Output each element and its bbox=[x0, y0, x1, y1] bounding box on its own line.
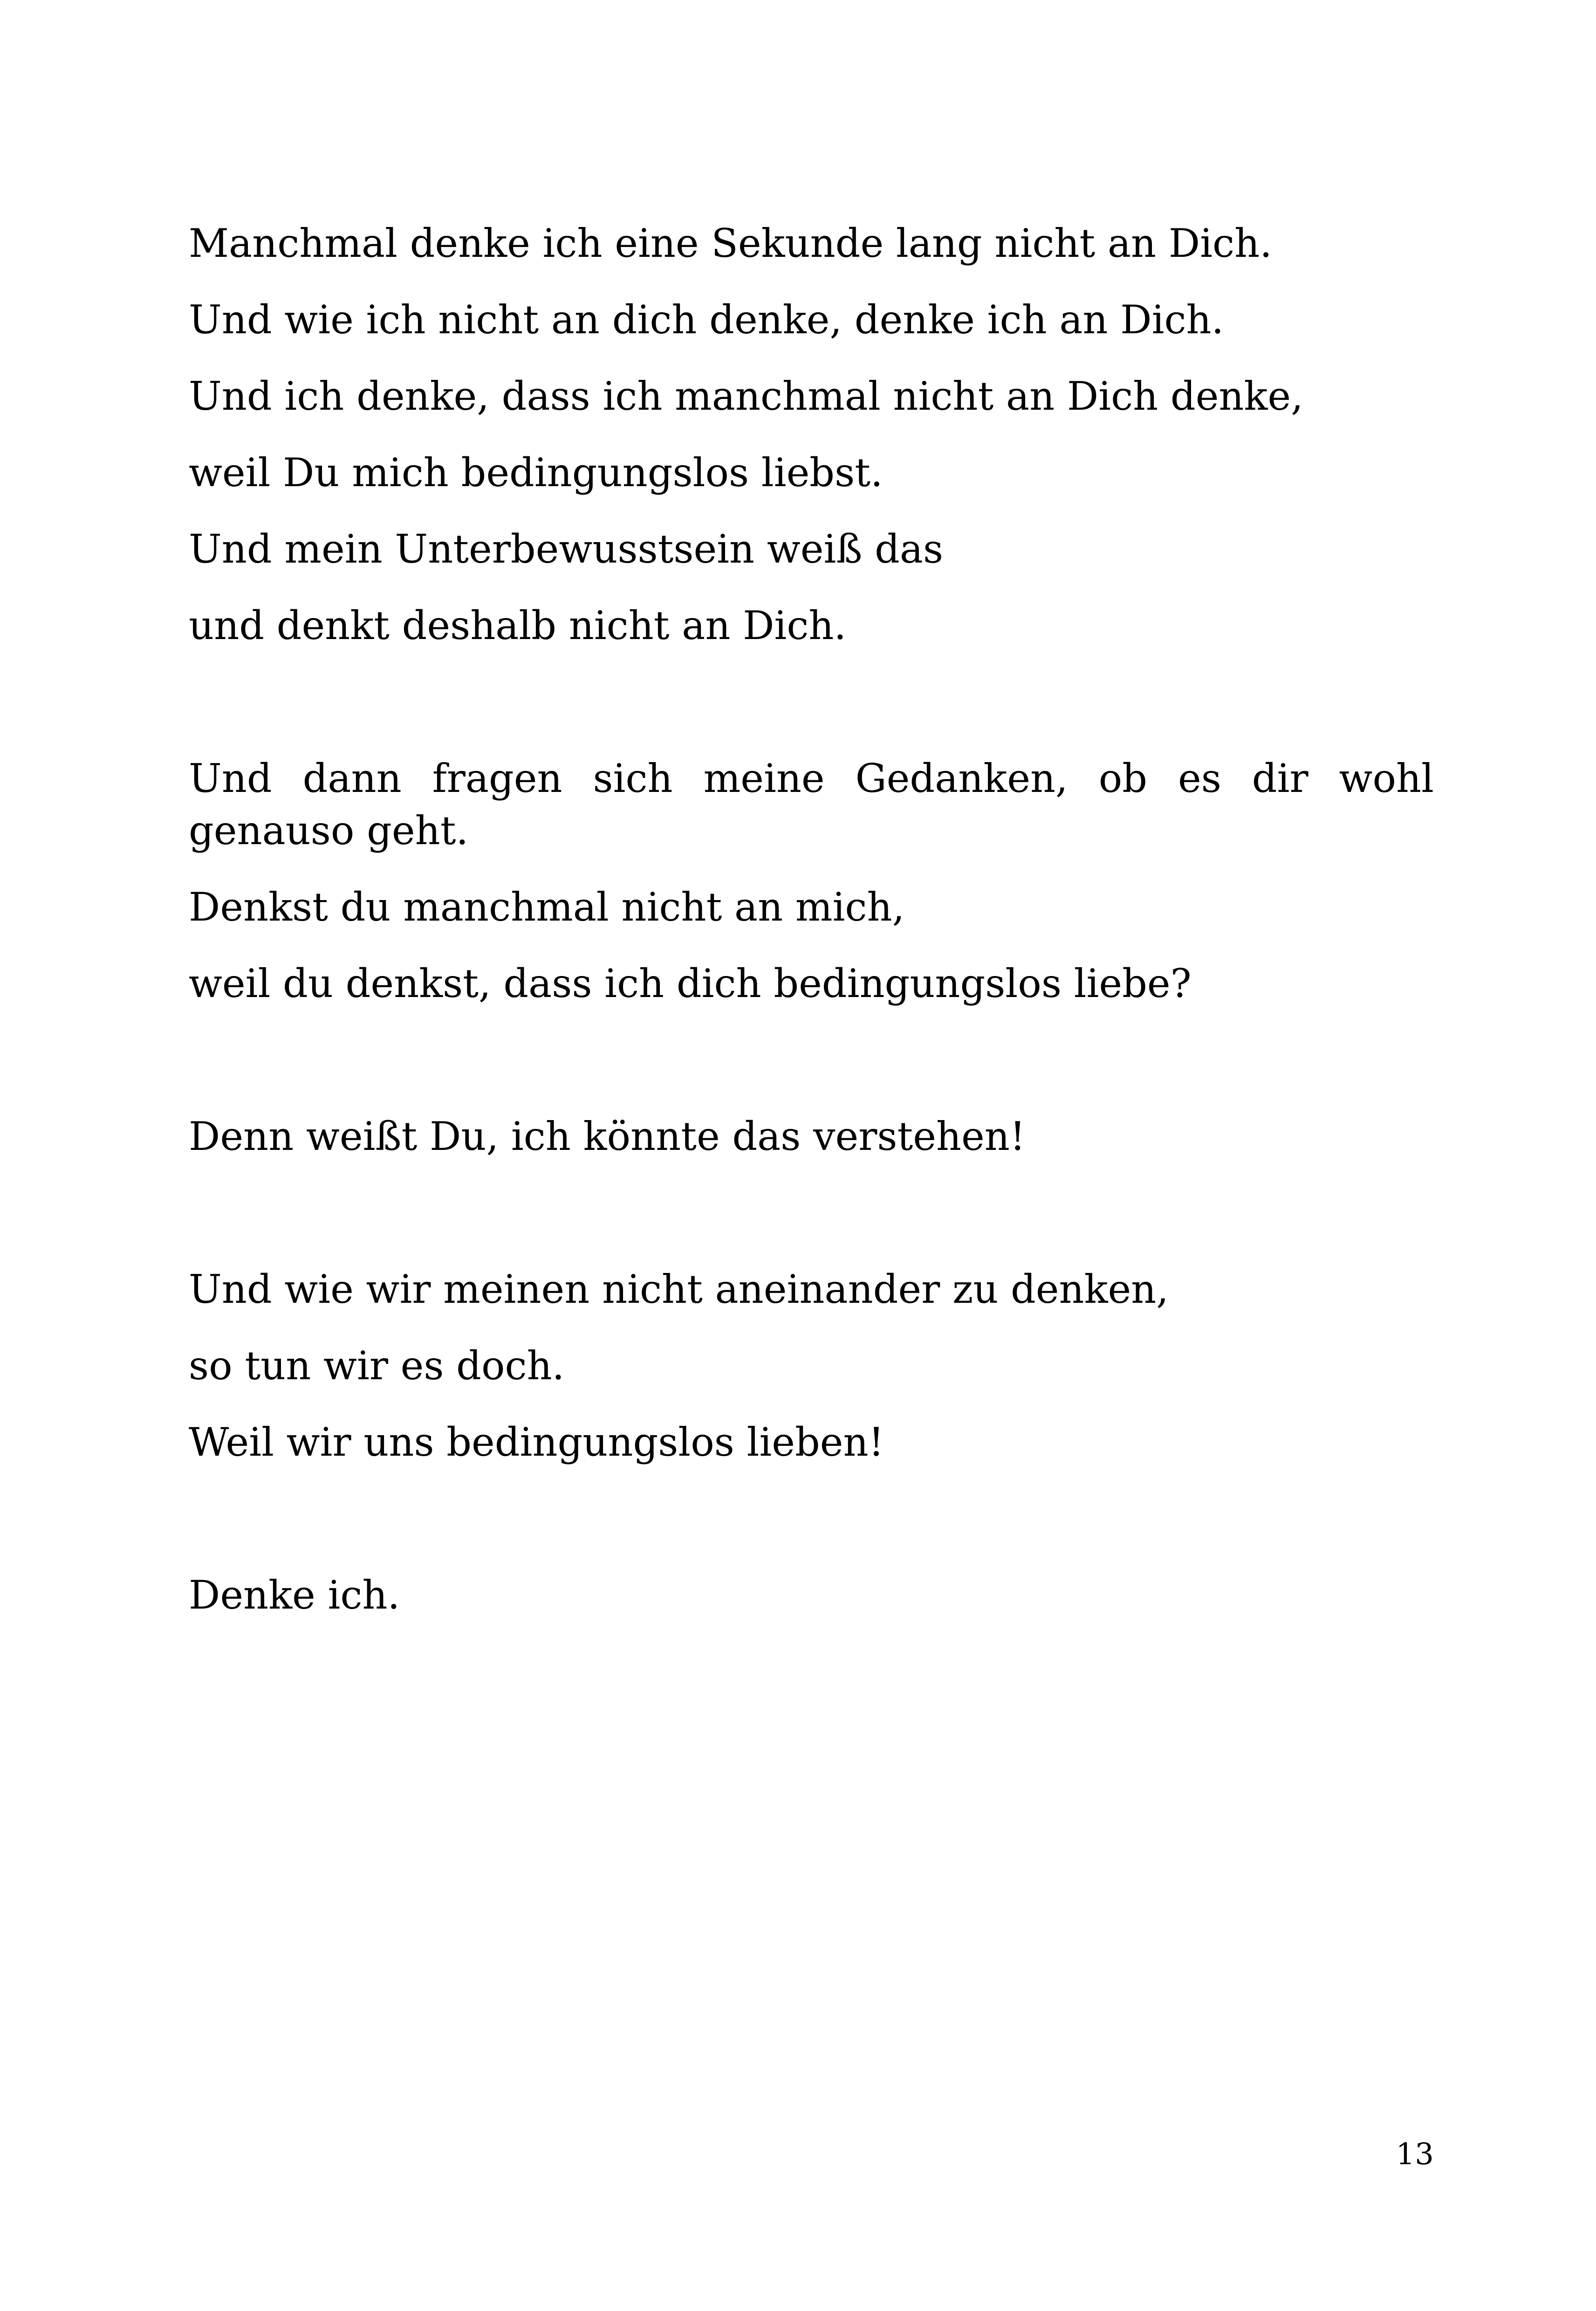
poem-line: Manchmal denke ich eine Sekunde lang nicht an Dich. bbox=[189, 220, 1272, 266]
page-number: 13 bbox=[1396, 2137, 1434, 2172]
poem-line: Denn weißt Du, ich könnte das verstehen! bbox=[189, 1114, 1026, 1159]
stanza-gap bbox=[189, 1480, 1434, 1557]
poem-line: Und dann fragen sich meine Gedanken, ob es dir wohl genauso geht. bbox=[189, 756, 1434, 853]
stanza-gap bbox=[189, 1175, 1434, 1251]
poem-line: Und wie ich nicht an dich denke, denke ich an Dich. bbox=[189, 297, 1224, 343]
poem-line: weil Du mich bedingungslos liebst. bbox=[189, 450, 883, 495]
poem-line: Denkst du manchmal nicht an mich, bbox=[189, 884, 905, 930]
poem-line: und denkt deshalb nicht an Dich. bbox=[189, 603, 847, 648]
stanza-gap bbox=[189, 1022, 1434, 1098]
stanza-2 bbox=[189, 752, 1434, 1022]
poem-line: Denke ich. bbox=[189, 1572, 400, 1618]
stanza-1 bbox=[189, 205, 1434, 664]
poem-line: Und ich denke, dass ich manchmal nicht an Dich denke, bbox=[189, 373, 1303, 419]
stanza-5 bbox=[189, 1557, 1434, 1633]
poem-line: weil du denkst, dass ich dich bedingungslos liebe? bbox=[189, 961, 1192, 1006]
stanza-3 bbox=[189, 1098, 1434, 1175]
poem-text bbox=[189, 205, 1434, 1633]
poem-line: Und mein Unterbewusstsein weiß das bbox=[189, 526, 944, 572]
stanza-4 bbox=[189, 1251, 1434, 1480]
poem-line: so tun wir es doch. bbox=[189, 1343, 565, 1389]
poem-line: Weil wir uns bedingungslos lieben! bbox=[189, 1419, 884, 1465]
poem-line: Und wie wir meinen nicht aneinander zu denken, bbox=[189, 1266, 1169, 1312]
stanza-gap bbox=[189, 664, 1434, 740]
